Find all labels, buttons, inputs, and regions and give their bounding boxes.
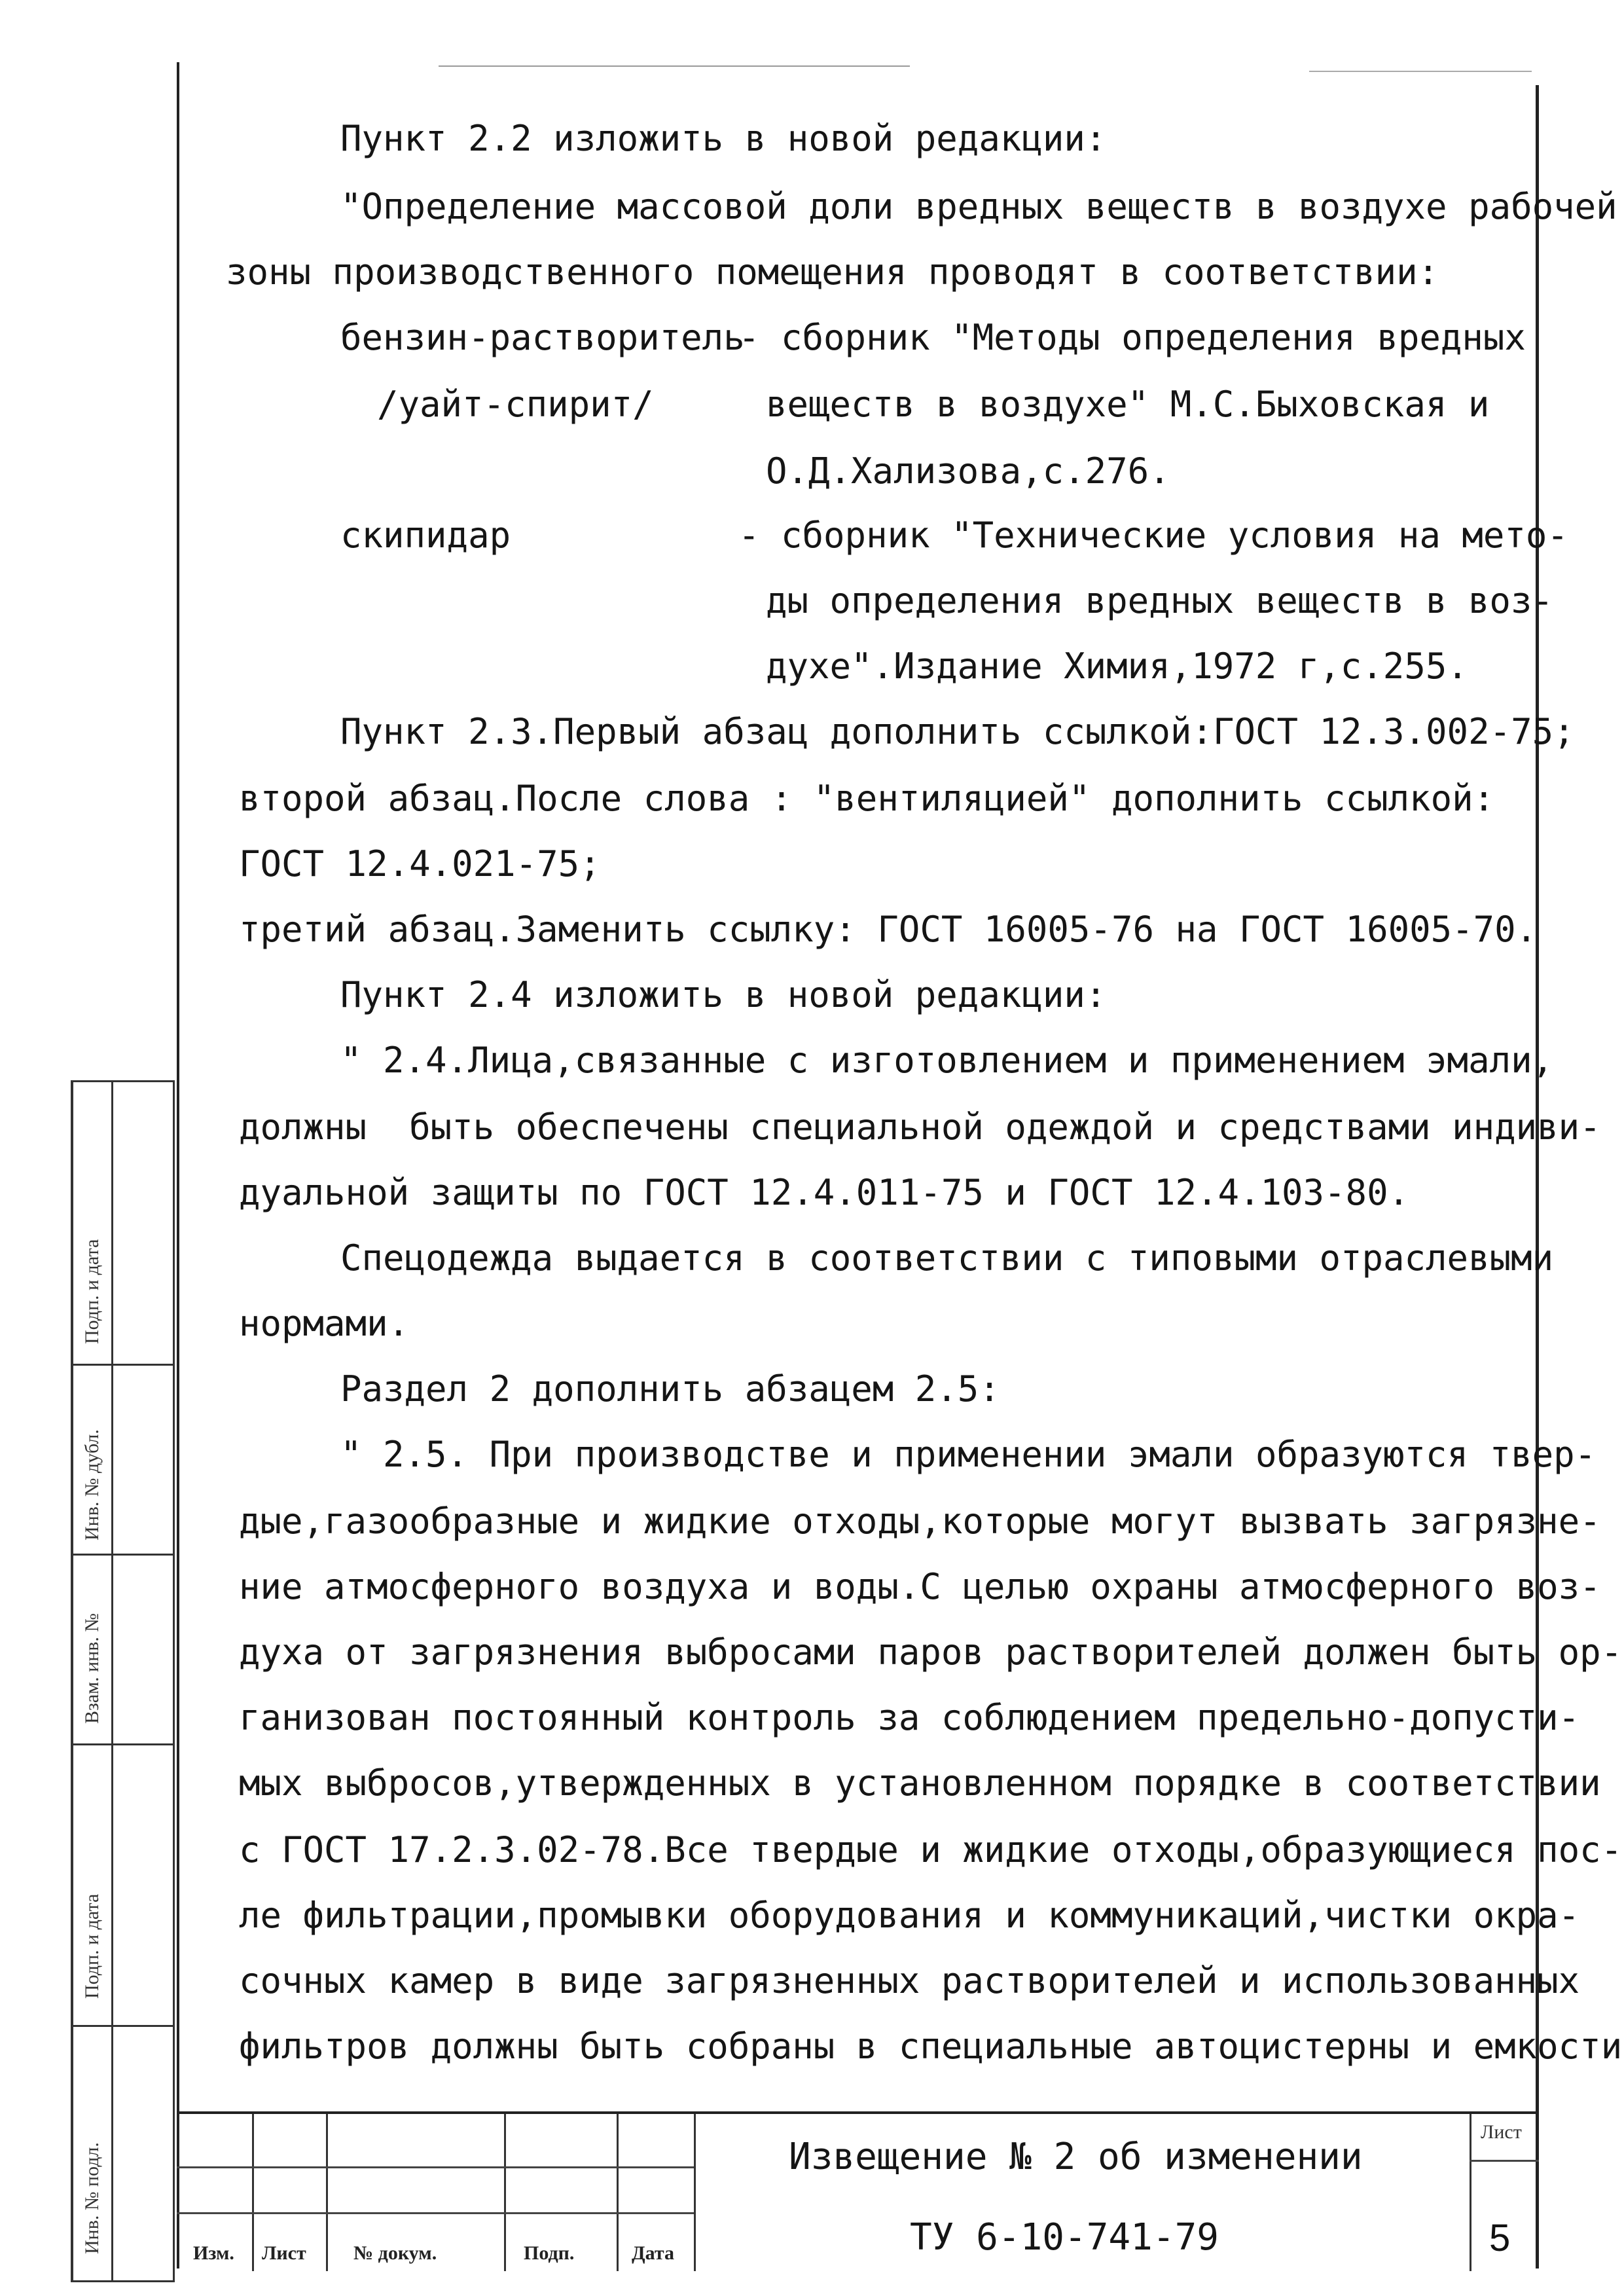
notice-title: Извещение № 2 об изменении [789,2136,1363,2178]
strip-row-divider [73,1364,173,1366]
tb-divider [617,2114,619,2271]
paragraph-line: " 2.4.Лица,связанные с изготовлением и применением эмали, [340,1040,1554,1081]
tb-divider [694,2114,696,2271]
tb-divider [504,2114,506,2271]
scan-artifact-line [1309,71,1532,72]
paragraph-line: "Определение массовой доли вредных веществ в воздухе рабочей [340,186,1617,227]
paragraph-line: Пункт 2.3.Первый абзац дополнить ссылкой:ГОСТ 12.3.002-75; [340,711,1575,752]
method-reference: - сборник "Технические условия на мето- [738,515,1568,556]
strip-label-replace-inv: Взам. инв. № [81,1613,103,1724]
strip-row-divider [73,2025,173,2027]
paragraph-line: дые,газообразные и жидкие отходы,которые могут вызвать загрязне- [239,1501,1601,1542]
strip-row-divider [73,1554,173,1556]
paragraph-line: нормами. [239,1303,410,1344]
col-header-sign: Подп. [524,2242,575,2264]
col-header-change: Изм. [193,2242,234,2264]
strip-label-inv-orig: Инв. № подл. [81,2142,103,2254]
paragraph-line: ганизован постоянный контроль за соблюдением предельно-допусти- [239,1697,1580,1738]
paragraph-line: с ГОСТ 17.2.3.02-78.Все твердые и жидкие отходы,образующиеся пос- [239,1829,1623,1870]
paragraph-line: ле фильтрации,промывки оборудования и коммуникаций,чистки окра- [239,1895,1580,1936]
page-frame-left [177,62,179,2269]
col-header-date: Дата [632,2242,674,2264]
paragraph-line: Пункт 2.2 изложить в новой редакции: [340,118,1107,159]
tb-row-line [177,2212,694,2214]
method-reference: О.Д.Хализова,с.276. [766,450,1170,492]
strip-label-sign-date: Подп. и дата [81,1893,103,1999]
binding-strip [71,1080,175,2282]
method-reference: духе".Издание Химия,1972 г,с.255. [766,646,1468,687]
paragraph-line: ГОСТ 12.4.021-75; [239,843,601,884]
paragraph-line: " 2.5. При производстве и применении эмали образуются твер- [340,1434,1597,1475]
substance-name: скипидар [340,515,511,556]
strip-divider [111,1082,113,2280]
tb-row-line [177,2166,694,2168]
strip-row-divider [73,1743,173,1745]
col-header-doc-no: № докум. [353,2242,437,2264]
paragraph-line: Спецодежда выдается в соответствии с типовыми отраслевыми [340,1237,1554,1279]
substance-name: бензин-растворитель [340,317,745,358]
paragraph-line: должны быть обеспечены специальной одеждой и средствами индиви- [239,1106,1601,1148]
paragraph-line: Пункт 2.4 изложить в новой редакции: [340,974,1107,1015]
paragraph-line: сочных камер в виде загрязненных растворителей и использованных [239,1960,1580,2001]
substance-alias: /уайт-спирит/ [377,384,654,425]
strip-label-sign-date-2: Подп. и дата [81,1239,103,1344]
sheet-label: Лист [1481,2121,1522,2143]
tb-divider [252,2114,254,2271]
tb-row-line [1470,2160,1539,2162]
paragraph-line: дуальной защиты по ГОСТ 12.4.011-75 и ГОСТ 12.4.103-80. [239,1172,1410,1213]
sheet-number: 5 [1489,2217,1511,2259]
method-reference: - сборник "Методы определения вредных [738,317,1526,358]
tb-divider [326,2114,328,2271]
paragraph-line: зоны производственного помещения проводят в соответствии: [226,251,1439,293]
paragraph-line: Раздел 2 дополнить абзацем 2.5: [340,1368,1000,1410]
strip-label-inv-dup: Инв. № дубл. [81,1429,103,1540]
paragraph-line: второй абзац.После слова : "вентиляцией" дополнить ссылкой: [239,778,1495,819]
paragraph-line: ние атмосферного воздуха и воды.С целью охраны атмосферного воз- [239,1566,1601,1607]
tb-divider [1470,2114,1471,2271]
scan-artifact-line [439,65,910,67]
spec-number: ТУ 6-10-741-79 [910,2216,1219,2259]
paragraph-line: фильтров должны быть собраны в специальные автоцистерны и емкости [239,2026,1623,2067]
method-reference: ды определения вредных веществ в воз- [766,580,1553,621]
method-reference: веществ в воздухе" М.С.Быховская и [766,384,1490,425]
page-frame-right [1536,85,1539,2269]
paragraph-line: третий абзац.Заменить ссылку: ГОСТ 16005-76 на ГОСТ 16005-70. [239,909,1538,950]
paragraph-line: мых выбросов,утвержденных в установленном порядке в соответствии [239,1762,1601,1804]
col-header-sheet: Лист [262,2242,306,2264]
paragraph-line: духа от загрязнения выбросами паров растворителей должен быть ор- [239,1631,1623,1673]
